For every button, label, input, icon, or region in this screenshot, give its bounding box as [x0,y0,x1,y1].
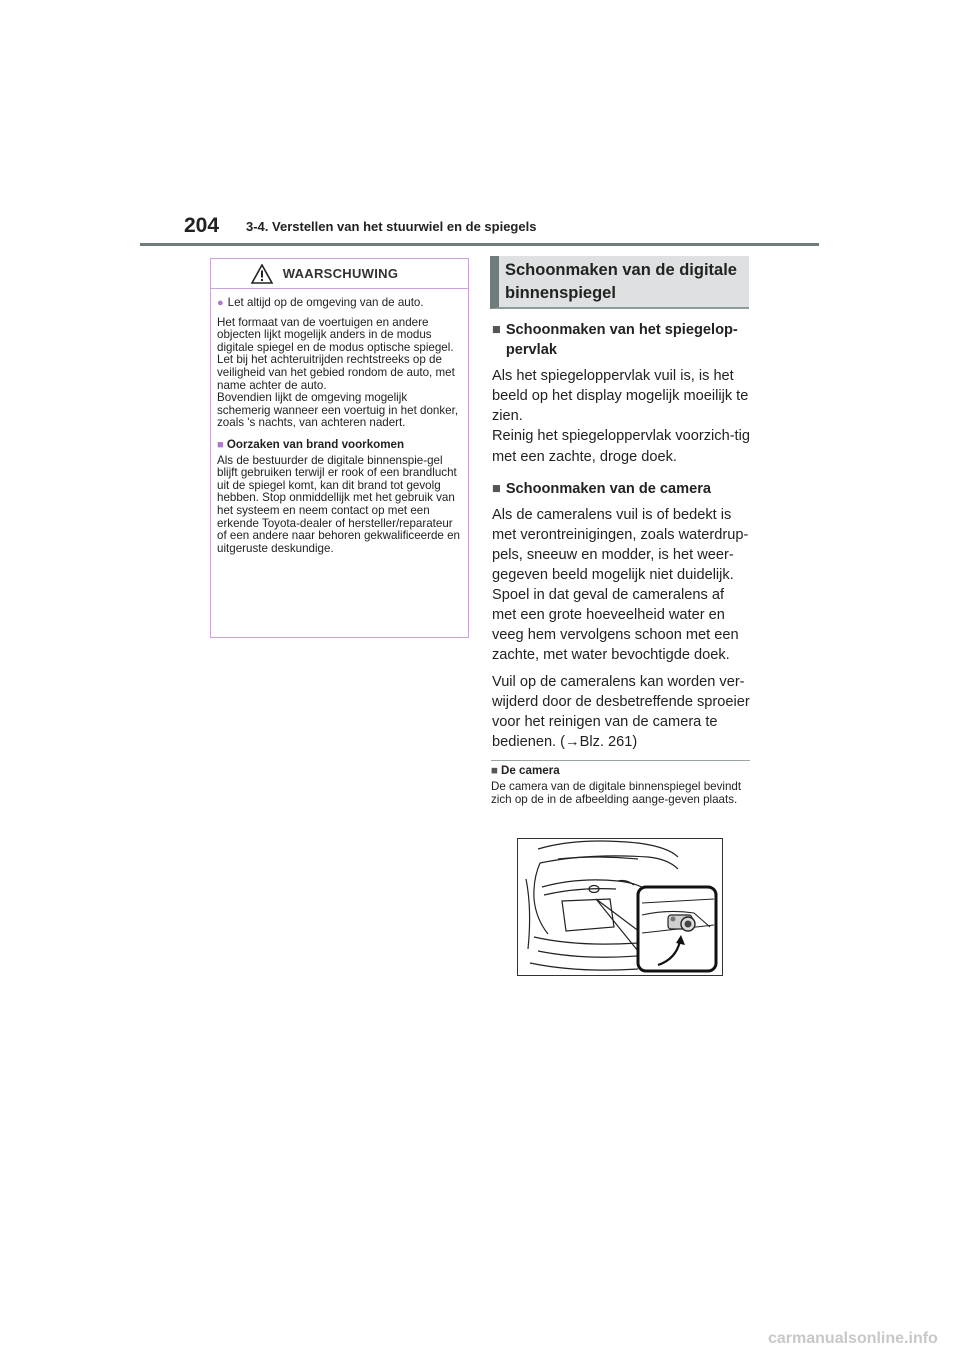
subheading-camera [492,479,750,499]
subheading-mirror-text: Schoonmaken van het spiegelop-pervlak [505,322,738,359]
mirror-paragraph-2: Reinig het spiegeloppervlak voorzich-tig met een zachte, droge doek. [492,428,750,465]
note-title-text: De camera [501,764,560,777]
note-camera [491,765,750,806]
warning-triangle-icon [251,264,273,284]
rear-camera-figure [517,838,723,976]
right-column [492,320,750,758]
note-title [491,765,750,777]
warning-subhead-text: Oorzaken van brand voorkomen [226,437,405,451]
warning-fire-text: Als de bestuurder de digitale binnenspie-gel blijft gebruiken terwijl er rook of een brandlucht uit de spiegel komt, kan dit brand tot gevolg hebben. Stop onmiddellijk met het gebruik van het systeem en neem contact op met een erkende Toyota-dealer of hersteller/reparateur of een andere naar behoren gekwalificeerde en uitgeruste deskundige. [217,453,460,555]
note-divider [491,760,750,761]
warning-subhead [217,439,462,452]
subheading-mirror [492,320,750,360]
warning-box [210,258,469,638]
chapter-title: 3-4. Verstellen van het stuurwiel en de spiegels [246,219,537,234]
square-bullet-icon: ■ [492,322,501,338]
warning-paragraph: Het formaat van de voertuigen en andere objecten lijkt mogelijk anders in de modus digitale spiegel en de modus optische spiegel. Let bij het achteruitrijden rechtstreeks op de veiligheid van het gebied rondom de auto, met name achter de auto. Bovendien lijkt de omgeving mogelijk schemerig wanneer een voertuig in het donker, zoals 's nachts, van achteren nadert. [217,315,459,430]
square-bullet-icon: ■ [217,438,224,451]
square-bullet-icon: ■ [492,480,501,497]
warning-title: WAARSCHUWING [282,266,399,281]
camera-paragraph-2: Vuil op de cameralens kan worden ver-wijderd door de desbetreffende sproeier voor het reinigen van de camera te bedienen. (→Blz. 261) [492,673,750,750]
note-text: De camera van de digitale binnenspiegel bevindt zich op de in de afbeelding aange-geven plaats. [491,780,742,806]
header-rule [140,243,819,246]
mirror-paragraph-1: Als het spiegeloppervlak vuil is, is het beeld op het display mogelijk moeilijk te zien. [492,368,749,425]
warning-header [211,259,468,289]
warning-bullet-text: Let altijd op de omgeving van de auto. [227,296,424,309]
warning-bullet [217,297,462,310]
section-heading: Schoonmaken van de digitale binnenspiegel [490,256,749,309]
bullet-dot-icon: ● [217,297,224,309]
camera-paragraph-1: Als de cameralens vuil is of bedekt is met verontreinigingen, zoals waterdrup-pels, sneeuw en modder, is het weer-gegeven beeld mogelijk niet duidelijk. Spoel in dat geval de cameralens af met een grote hoeveelheid water en veeg hem vervolgens schoon met een zachte, met water bevochtigde doek. [492,506,749,664]
subheading-camera-text: Schoonmaken van de camera [505,480,712,497]
page-number: 204 [184,214,220,237]
watermark: carmanualsonline.info [768,1330,938,1347]
rear-camera-location-illustration [518,839,723,976]
square-bullet-icon: ■ [491,764,499,777]
